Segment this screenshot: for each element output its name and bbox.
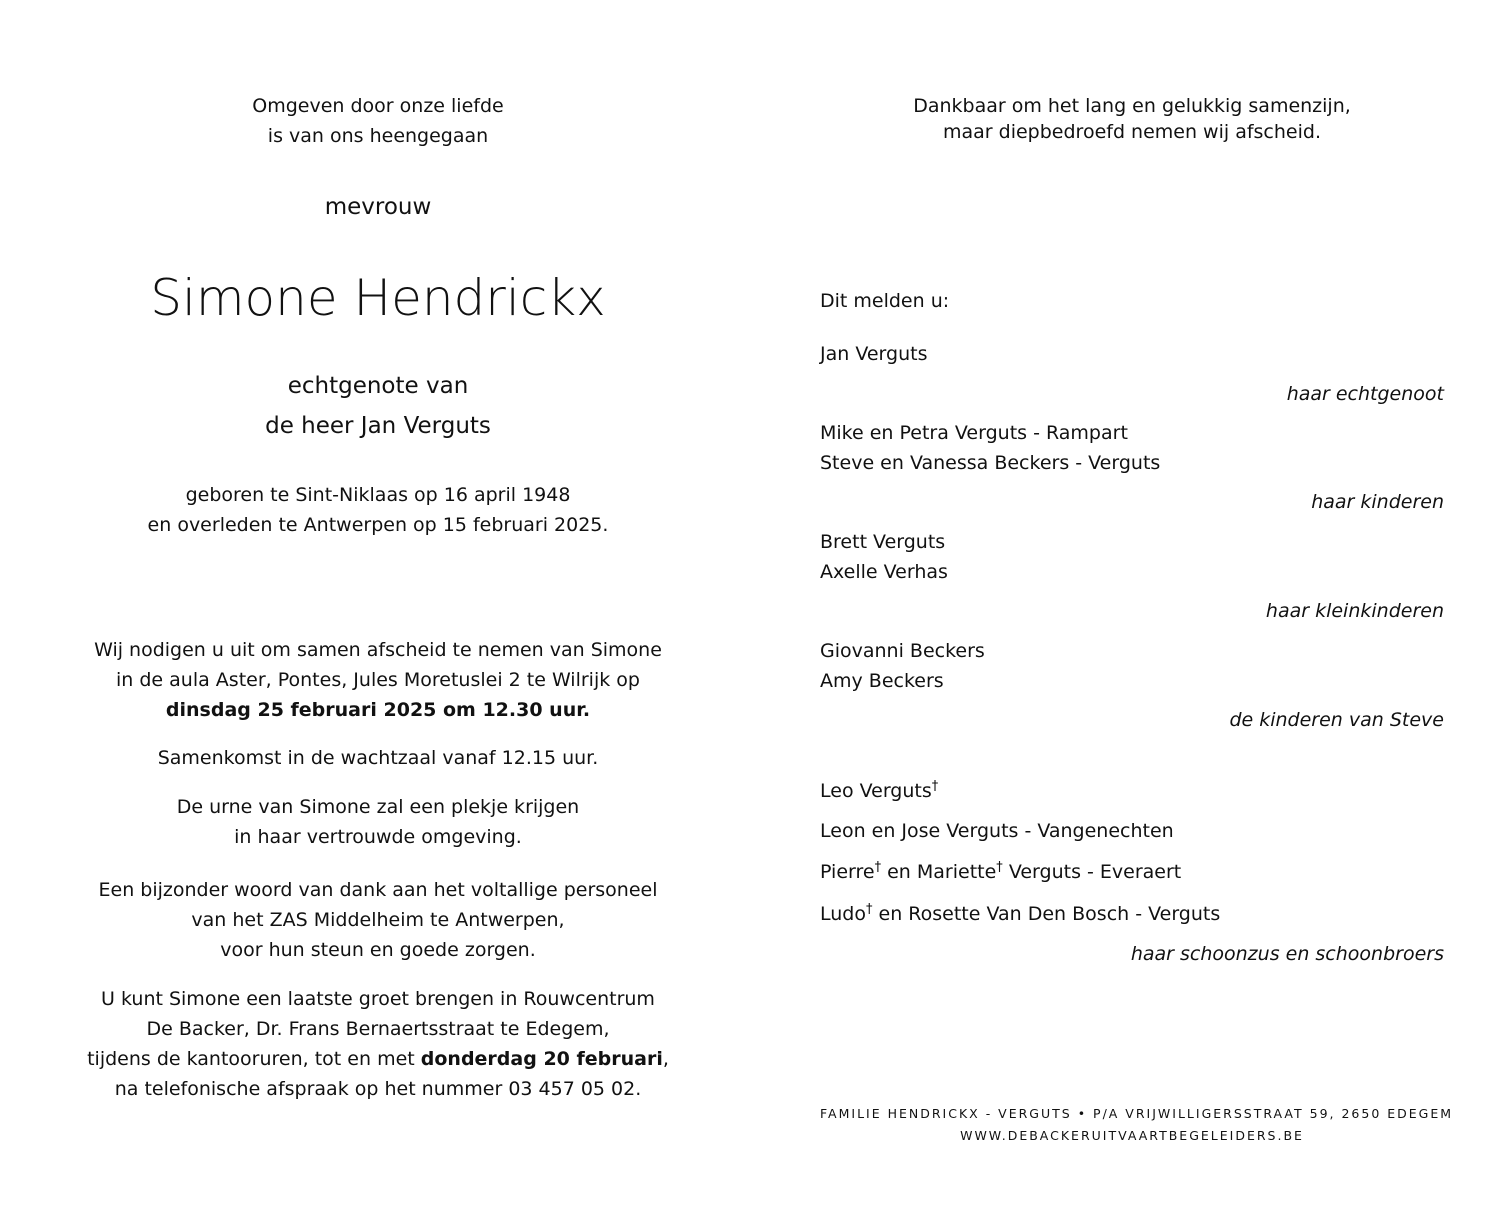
footer-website: WWW.DEBACKERUITVAARTBEGELEIDERS.BE bbox=[960, 1128, 1304, 1143]
visit-punct: , bbox=[662, 1048, 669, 1070]
gathering-line: Samenkomst in de wachtzaal vanaf 12.15 uur. bbox=[157, 747, 599, 769]
relation-label: haar kleinkinderen bbox=[1265, 600, 1444, 622]
name-text: Leo Verguts bbox=[820, 780, 932, 802]
family-name bbox=[820, 857, 1181, 887]
family-name bbox=[820, 776, 938, 806]
invite-line-1: Wij nodigen u uit om samen afscheid te nemen van Simone bbox=[94, 639, 662, 661]
name-text: en Rosette Van Den Bosch - Verguts bbox=[872, 903, 1221, 925]
urn-line-1: De urne van Simone zal een plekje krijgen bbox=[176, 796, 580, 818]
family-name: Brett Verguts bbox=[820, 531, 946, 553]
cross-icon: † bbox=[931, 779, 939, 794]
name-text: Ludo bbox=[820, 903, 866, 925]
birth-line: geboren te Sint-Niklaas op 16 april 1948 bbox=[185, 484, 571, 506]
intro-line-1: Omgeven door onze liefde bbox=[252, 95, 504, 117]
death-line: en overleden te Antwerpen op 15 februari 2025. bbox=[147, 514, 609, 536]
announce: Dit melden u: bbox=[820, 290, 950, 312]
family-name: Leon en Jose Verguts - Vangenechten bbox=[820, 820, 1174, 842]
relation-label: haar schoonzus en schoonbroers bbox=[1130, 943, 1444, 965]
family-name: Jan Verguts bbox=[820, 343, 928, 365]
cross-icon: † bbox=[865, 902, 873, 917]
right-intro-2: maar diepbedroefd nemen wij afscheid. bbox=[943, 121, 1321, 143]
deceased-name: Simone Hendrickx bbox=[150, 269, 606, 327]
family-name: Mike en Petra Verguts - Rampart bbox=[820, 422, 1128, 444]
title: mevrouw bbox=[324, 194, 432, 220]
footer-address: FAMILIE HENDRICKX - VERGUTS • P/A VRIJWILLIGERSSTRAAT 59, 2650 EDEGEM bbox=[820, 1106, 1454, 1121]
family-name bbox=[820, 899, 1220, 929]
urn-line-2: in haar vertrouwde omgeving. bbox=[234, 826, 522, 848]
family-name: Steve en Vanessa Beckers - Verguts bbox=[820, 452, 1161, 474]
visit-line-2: De Backer, Dr. Frans Bernaertsstraat te Edegem, bbox=[146, 1018, 610, 1040]
visit-line-3 bbox=[78, 1044, 678, 1074]
thanks-line-2: van het ZAS Middelheim te Antwerpen, bbox=[191, 909, 565, 931]
relation-label: haar echtgenoot bbox=[1286, 383, 1444, 405]
family-name: Amy Beckers bbox=[820, 670, 944, 692]
intro-line-2: is van ons heengegaan bbox=[267, 125, 489, 147]
visit-line-1: U kunt Simone een laatste groet brengen in Rouwcentrum bbox=[101, 988, 655, 1010]
cross-icon: † bbox=[874, 860, 882, 875]
relation-label: haar kinderen bbox=[1311, 491, 1444, 513]
spouse-line-2: de heer Jan Verguts bbox=[265, 413, 491, 439]
visit-line-4: na telefonische afspraak op het nummer 03 457 05 02. bbox=[114, 1078, 642, 1100]
name-text: Verguts - Everaert bbox=[1002, 861, 1182, 883]
visit-text: tijdens de kantooruren, tot en met bbox=[87, 1048, 421, 1070]
ceremony-datetime: dinsdag 25 februari 2025 om 12.30 uur. bbox=[165, 699, 591, 721]
name-text: Pierre bbox=[820, 861, 875, 883]
thanks-line-3: voor hun steun en goede zorgen. bbox=[220, 939, 536, 961]
relation-label: de kinderen van Steve bbox=[1229, 709, 1444, 731]
spouse-line-1: echtgenote van bbox=[287, 373, 469, 399]
right-intro-1: Dankbaar om het lang en gelukkig samenzijn, bbox=[913, 95, 1351, 117]
visit-deadline: donderdag 20 februari bbox=[420, 1048, 663, 1070]
family-name: Axelle Verhas bbox=[820, 561, 948, 583]
name-text: en Mariette bbox=[881, 861, 997, 883]
cross-icon: † bbox=[996, 860, 1003, 875]
family-name: Giovanni Beckers bbox=[820, 640, 985, 662]
thanks-line-1: Een bijzonder woord van dank aan het voltallige personeel bbox=[98, 879, 658, 901]
invite-line-2: in de aula Aster, Pontes, Jules Moretuslei 2 te Wilrijk op bbox=[116, 669, 640, 691]
